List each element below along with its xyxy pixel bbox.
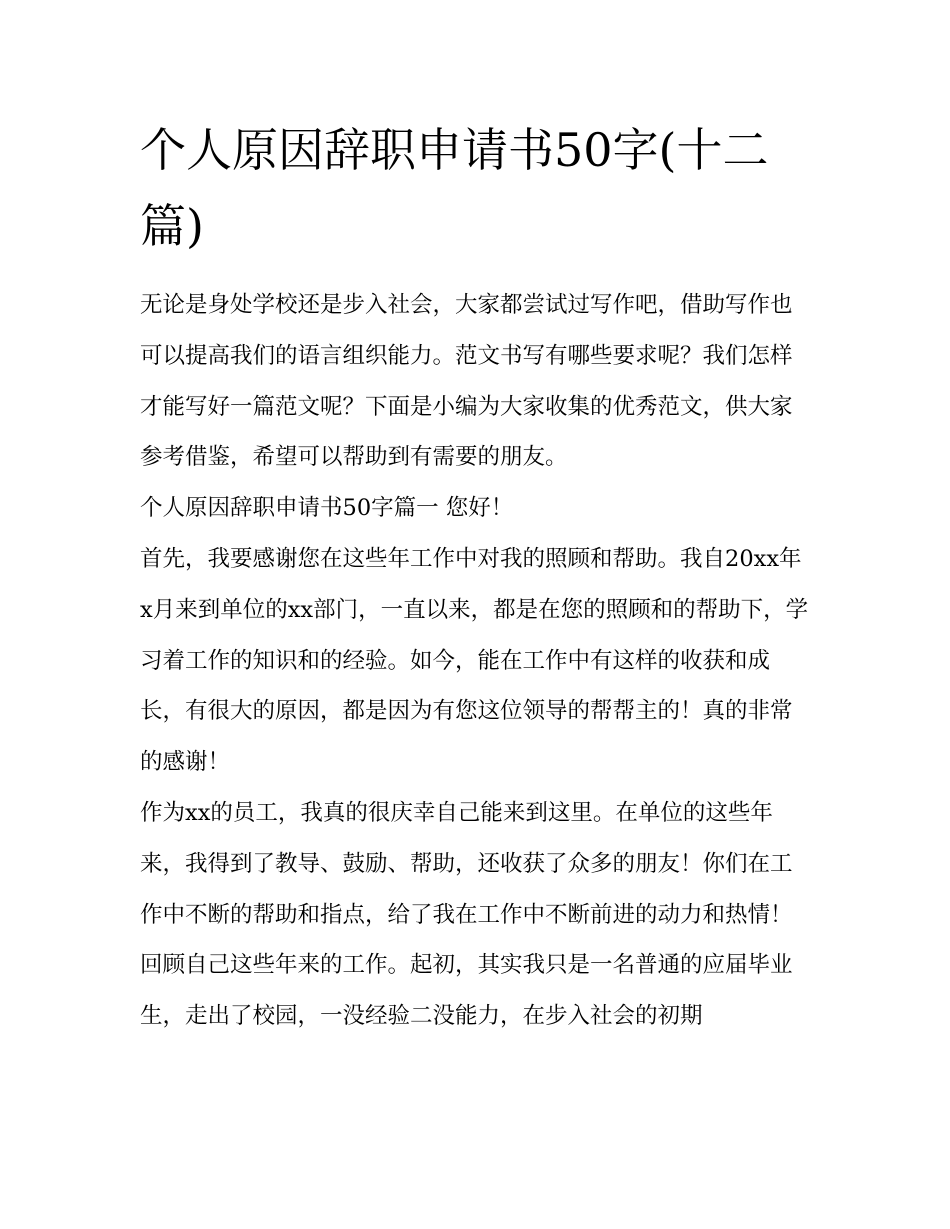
body-paragraph: 首先，我要感谢您在这些年工作中对我的照顾和帮助。我自20xx年x月来到单位的xx部门，一直以来，都是在您的照顾和的帮助下，学习着工作的知识和的经验。如今，能在工作中有这样的收获和成长，有很大的原因，都是因为有您这位领导的帮帮主的！真的非常的感谢！: [140, 545, 809, 776]
document-title: 个人原因辞职申请书50字(十二篇): [140, 123, 769, 253]
intro-paragraph: 无论是身处学校还是步入社会，大家都尝试过写作吧，借助写作也可以提高我们的语言组织能力。范文书写有哪些要求呢？我们怎样才能写好一篇范文呢？下面是小编为大家收集的优秀范文，供大家参考借鉴，希望可以帮助到有需要的朋友。: [140, 292, 793, 471]
body-paragraph: 回顾自己这些年来的工作。起初，其实我只是一名普通的应届毕业生，走出了校园，一没经验二没能力，在步入社会的初期: [140, 952, 793, 1030]
body-paragraph: 作为xx的员工，我真的很庆幸自己能来到这里。在单位的这些年来，我得到了教导、鼓励、帮助，还收获了众多的朋友！你们在工作中不断的帮助和指点，给了我在工作中不断前进的动力和热情！: [140, 799, 793, 928]
document-body: [140, 280, 814, 1042]
section-heading-paragraph: 个人原因辞职申请书50字篇一 您好！: [140, 495, 514, 522]
